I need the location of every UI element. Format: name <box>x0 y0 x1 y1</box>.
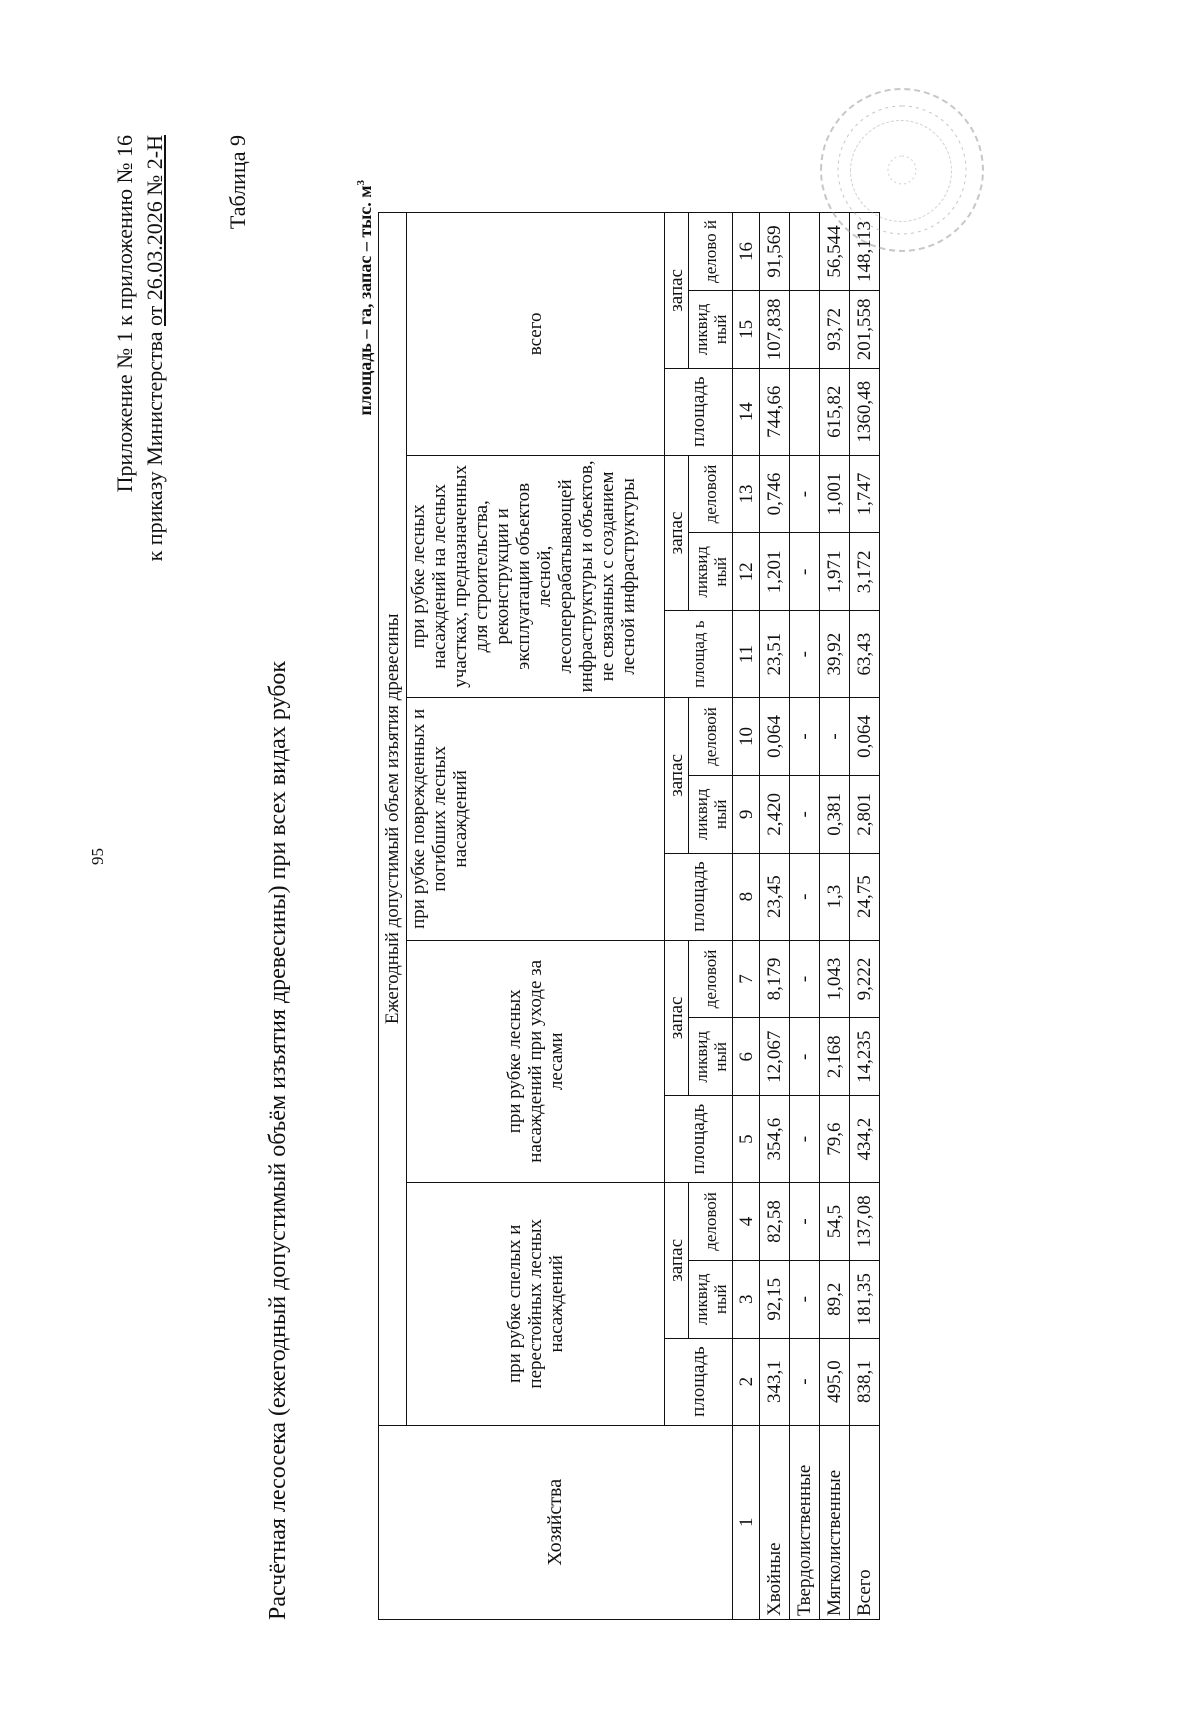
table-cell: - <box>790 455 820 533</box>
column-number: 11 <box>733 611 760 698</box>
column-number: 8 <box>733 853 760 940</box>
table-cell: 137,08 <box>850 1183 880 1261</box>
table-cell: 434,2 <box>850 1096 880 1183</box>
table-cell: 3,172 <box>850 533 880 611</box>
table-cell: 107,838 <box>760 290 790 368</box>
table-cell: 201,558 <box>850 290 880 368</box>
table-cell: - <box>790 775 820 853</box>
table-cell <box>790 290 820 368</box>
table-cell: 39,92 <box>820 611 850 698</box>
sub-area: площадь <box>665 1338 733 1425</box>
table-cell: 2,420 <box>760 775 790 853</box>
sub-business: делово й <box>689 213 733 291</box>
table-cell: 1,001 <box>820 455 850 533</box>
table-cell: 495,0 <box>820 1338 850 1425</box>
row-name: Всего <box>850 1425 880 1619</box>
sub-liquid: ликвид ный <box>689 533 733 611</box>
table-cell: 9,222 <box>850 940 880 1018</box>
appendix-order-date: от 26.03.2026 № 2-Н <box>142 135 167 327</box>
table-cell: 12,067 <box>760 1018 790 1096</box>
sub-business: деловой <box>689 455 733 533</box>
table-cell: - <box>790 1338 820 1425</box>
sub-liquid: ликвид ный <box>689 290 733 368</box>
table-cell: 63,43 <box>850 611 880 698</box>
table-cell: 8,179 <box>760 940 790 1018</box>
table-cell: 89,2 <box>820 1260 850 1338</box>
table-cell: 93,72 <box>820 290 850 368</box>
units-text: площадь – га, запас – тыс. м <box>355 185 375 416</box>
sub-stock: запас <box>665 1183 689 1339</box>
table-cell: 92,15 <box>760 1260 790 1338</box>
table-cell: 744,66 <box>760 368 790 455</box>
appendix-order-prefix: к приказу Министерства <box>142 326 167 562</box>
table-cell: 1,201 <box>760 533 790 611</box>
row-name: Мягколиственные <box>820 1425 850 1619</box>
column-number: 12 <box>733 533 760 611</box>
page-number: 95 <box>88 848 107 865</box>
table-cell: 148,113 <box>850 213 880 291</box>
table-cell: 54,5 <box>820 1183 850 1261</box>
table-cell: 0,064 <box>850 698 880 776</box>
table-cell: 91,569 <box>760 213 790 291</box>
appendix-line-1: Приложение № 1 к приложению № 16 <box>112 135 137 493</box>
table-cell: 79,6 <box>820 1096 850 1183</box>
table-cell: 354,6 <box>760 1096 790 1183</box>
table-cell: 1,971 <box>820 533 850 611</box>
table-cell: 0,381 <box>820 775 850 853</box>
seal-texture-icon <box>822 90 982 250</box>
sub-liquid: ликвид ный <box>689 1018 733 1096</box>
column-number: 10 <box>733 698 760 776</box>
table-cell: 1,3 <box>820 853 850 940</box>
row-header-households: Хозяйства <box>379 1425 733 1619</box>
table-cell: 0,746 <box>760 455 790 533</box>
sub-business: деловой <box>689 1183 733 1261</box>
table-row <box>850 213 880 1620</box>
table-cell: 1,747 <box>850 455 880 533</box>
column-number: 1 <box>733 1425 760 1619</box>
column-number: 9 <box>733 775 760 853</box>
table-cell: 838,1 <box>850 1338 880 1425</box>
row-name: Твердолиственные <box>790 1425 820 1619</box>
sub-area: площадь <box>665 368 733 455</box>
row-name: Хвойные <box>760 1425 790 1619</box>
group-damaged-felling: при рубке поврежденных и погибших лесных насаждений <box>407 698 665 940</box>
table-cell: 181,35 <box>850 1260 880 1338</box>
sub-stock: запас <box>665 698 689 854</box>
group-total: всего <box>407 213 665 456</box>
units-note <box>355 180 376 415</box>
table-row <box>820 213 850 1620</box>
table-number: Таблица 9 <box>225 135 250 230</box>
column-number: 4 <box>733 1183 760 1261</box>
table-cell: 82,58 <box>760 1183 790 1261</box>
table-row <box>760 213 790 1620</box>
table-cell: 0,064 <box>760 698 790 776</box>
table-cell: - <box>790 1018 820 1096</box>
column-number: 15 <box>733 290 760 368</box>
sub-area: площадь <box>665 1096 733 1183</box>
sub-liquid: ликвид ный <box>689 775 733 853</box>
table-cell: - <box>790 1096 820 1183</box>
appendix-reference <box>110 135 170 561</box>
column-number: 3 <box>733 1260 760 1338</box>
sub-business: деловой <box>689 940 733 1018</box>
group-care-felling: при рубке лесных насаждений при уходе за лесами <box>407 940 665 1182</box>
column-number: 13 <box>733 455 760 533</box>
official-seal-icon <box>820 88 984 252</box>
table-cell: - <box>790 1260 820 1338</box>
table-cell <box>790 213 820 291</box>
sub-stock: запас <box>665 213 689 369</box>
table-cell: - <box>790 533 820 611</box>
sub-area: площад ь <box>665 611 733 698</box>
sub-stock: запас <box>665 455 689 611</box>
column-number: 6 <box>733 1018 760 1096</box>
table-cell: - <box>790 611 820 698</box>
table-cell: 23,51 <box>760 611 790 698</box>
table-cell <box>790 368 820 455</box>
sub-liquid: ликвид ный <box>689 1260 733 1338</box>
table-cell: 2,168 <box>820 1018 850 1096</box>
sub-business: деловой <box>689 698 733 776</box>
sub-stock: запас <box>665 940 689 1096</box>
table-cell: 23,45 <box>760 853 790 940</box>
column-number: 16 <box>733 213 760 291</box>
table-cell: - <box>790 853 820 940</box>
column-number-row <box>733 213 760 1620</box>
column-number: 14 <box>733 368 760 455</box>
table-cell: 1,043 <box>820 940 850 1018</box>
sub-area: площадь <box>665 853 733 940</box>
table-cell: 14,235 <box>850 1018 880 1096</box>
table-cell: - <box>790 698 820 776</box>
table-cell: 56,544 <box>820 213 850 291</box>
table-row <box>790 213 820 1620</box>
table-cell: 343,1 <box>760 1338 790 1425</box>
table-cell: - <box>790 940 820 1018</box>
column-number: 5 <box>733 1096 760 1183</box>
appendix-line-2 <box>140 135 170 561</box>
table-cell: 24,75 <box>850 853 880 940</box>
column-number: 2 <box>733 1338 760 1425</box>
table-cell: 2,801 <box>850 775 880 853</box>
document-title: Расчётная лесосека (ежегодный допустимый объём изъятия древесины) при всех видах рубок <box>265 660 291 1620</box>
group-header-annual-volume: Ежегодный допустимый объем изъятия древесины <box>379 213 407 1426</box>
group-construction-felling: при рубке лесных насаждений на лесных участках, предназначенных для строительства, реконструкции и эксплуатации объектов лесной, лесоперерабатывающей инфраструктуры и объектов, не связанных с созданием лесной инфраструктуры <box>407 455 665 697</box>
column-number: 7 <box>733 940 760 1018</box>
table-cell: - <box>790 1183 820 1261</box>
table-cell: 615,82 <box>820 368 850 455</box>
harvest-volume-table <box>378 212 880 1620</box>
group-mature-felling: при рубке спелых и перестойных лесных насаждений <box>407 1183 665 1425</box>
units-superscript: 3 <box>355 180 367 186</box>
table-cell: 1360,48 <box>850 368 880 455</box>
table-cell: - <box>820 698 850 776</box>
